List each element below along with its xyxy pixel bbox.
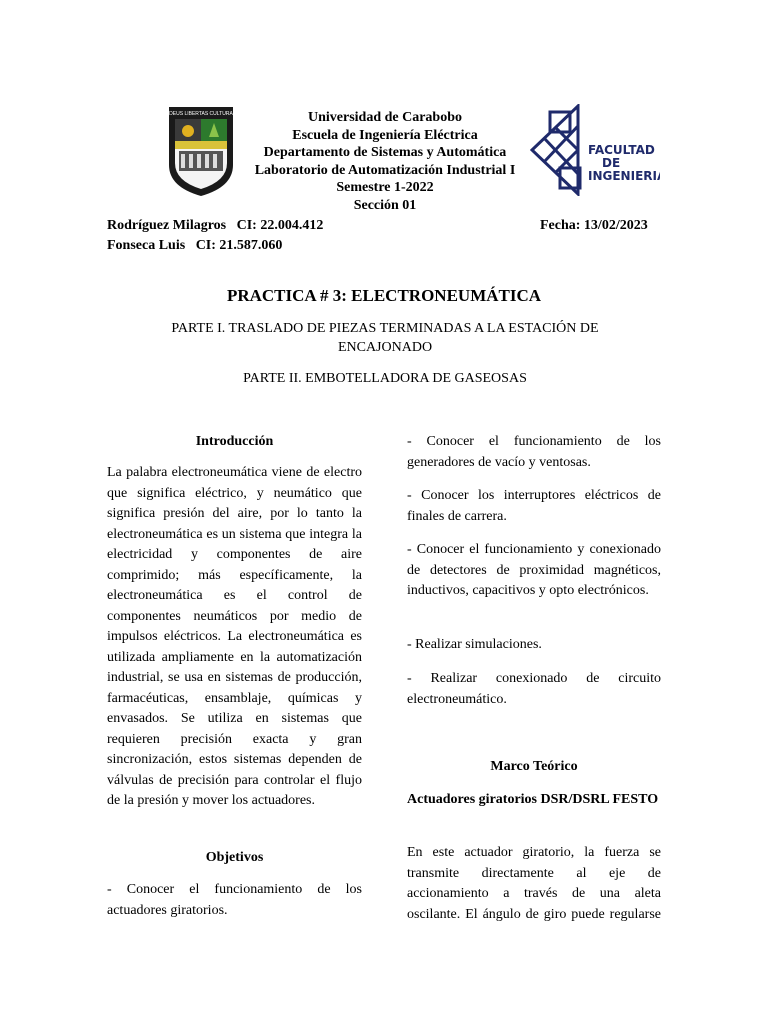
theory-subheading-block [407, 790, 661, 811]
intro-body: La palabra electroneumática viene de electro que significa eléctrico, y neumático que significa presión del aire, por lo tanto la electroneumática es un sistema que integra la electricidad y componentes de aire comprimido; más específicamente, la electroneumática es el control de componentes neumáticos por medio de impulsos eléctricos. La electroneumática es utilizada ampliamente en la automatización industrial, se usa en sistemas de producción, farmacéuticas, ensamblaje, químicas y envasados. Se utiliza en sistemas que requieren precisión exacta y gran sincronización, estos sistemas dependen de válvulas de precisión para controlar el flujo de la presión y mover los actuadores. [107, 465, 362, 808]
objective-item-1: - Conocer el funcionamiento de los actuadores giratorios. [107, 882, 362, 918]
part-1-line-1: PARTE I. TRASLADO DE PIEZAS TERMINADAS A LA ESTACIÓN DE [171, 321, 599, 336]
objective-item-6: - Realizar conexionado de circuito electroneumático. [407, 671, 661, 707]
objective-item-2-block [407, 432, 661, 473]
student-2 [107, 238, 282, 254]
theory-body-block [407, 843, 661, 925]
theory-subheading: Actuadores giratorios DSR/DSRL FESTO [407, 792, 659, 807]
report-date: Fecha: 13/02/2023 [540, 218, 648, 233]
logo-text-line-1: FACULTAD [588, 143, 655, 157]
section: Sección 01 [353, 197, 417, 213]
school-name: Escuela de Ingeniería Eléctrica [292, 127, 478, 143]
department-name: Departamento de Sistemas y Automática [263, 145, 507, 160]
student-1-name: Rodríguez Milagros [107, 218, 227, 233]
objective-item-4: - Conocer el funcionamiento y conexionado de detectores de proximidad magnéticos, inductivos, capacitivos y opto electrónicos. [407, 542, 661, 598]
objectives-heading: Objetivos [205, 850, 264, 865]
intro-heading: Introducción [195, 434, 274, 449]
objective-item-3: - Conocer los interruptores eléctricos de finales de carrera. [407, 488, 661, 524]
header-block [240, 109, 530, 214]
objective-item-4-block [407, 540, 661, 602]
faculty-logo [530, 104, 660, 196]
theory-body: En este actuador giratorio, la fuerza se transmite directamente al eje de accionamiento a través de una aleta oscilante. El ángulo de giro puede regularse [407, 845, 661, 922]
objective-item-1-block [107, 880, 362, 921]
part-2-title: PARTE II. EMBOTELLADORA DE GASEOSAS [243, 371, 527, 386]
semester: Semestre 1-2022 [336, 180, 434, 195]
objective-item-3-block [407, 486, 661, 527]
theory-heading: Marco Teórico [490, 759, 578, 774]
university-seal-logo [165, 105, 237, 198]
logo-text-line-3: INGENIERIA [588, 169, 660, 183]
university-name: Universidad de Carabobo [307, 110, 463, 125]
student-1 [107, 218, 323, 234]
practice-title: PRACTICA # 3: ELECTRONEUMÁTICA [226, 286, 542, 305]
student-1-ci: CI: 22.004.412 [236, 218, 324, 233]
student-2-name: Fonseca Luis [107, 238, 186, 253]
objective-item-6-block [407, 669, 661, 710]
objective-item-2: - Conocer el funcionamiento de los generadores de vacío y ventosas. [407, 434, 661, 470]
part-1-line-2: ENCAJONADO [337, 340, 433, 355]
lab-name: Laboratorio de Automatización Industrial I [254, 162, 516, 178]
intro-body-block [107, 463, 362, 812]
student-2-ci: CI: 21.587.060 [195, 238, 283, 253]
objective-item-5: - Realizar simulaciones. [407, 637, 542, 652]
logo-text-line-2: DE [602, 156, 621, 170]
objective-item-5-block [407, 635, 661, 656]
seal-motto: DEUS LIBERTAS CULTURA [169, 111, 233, 117]
